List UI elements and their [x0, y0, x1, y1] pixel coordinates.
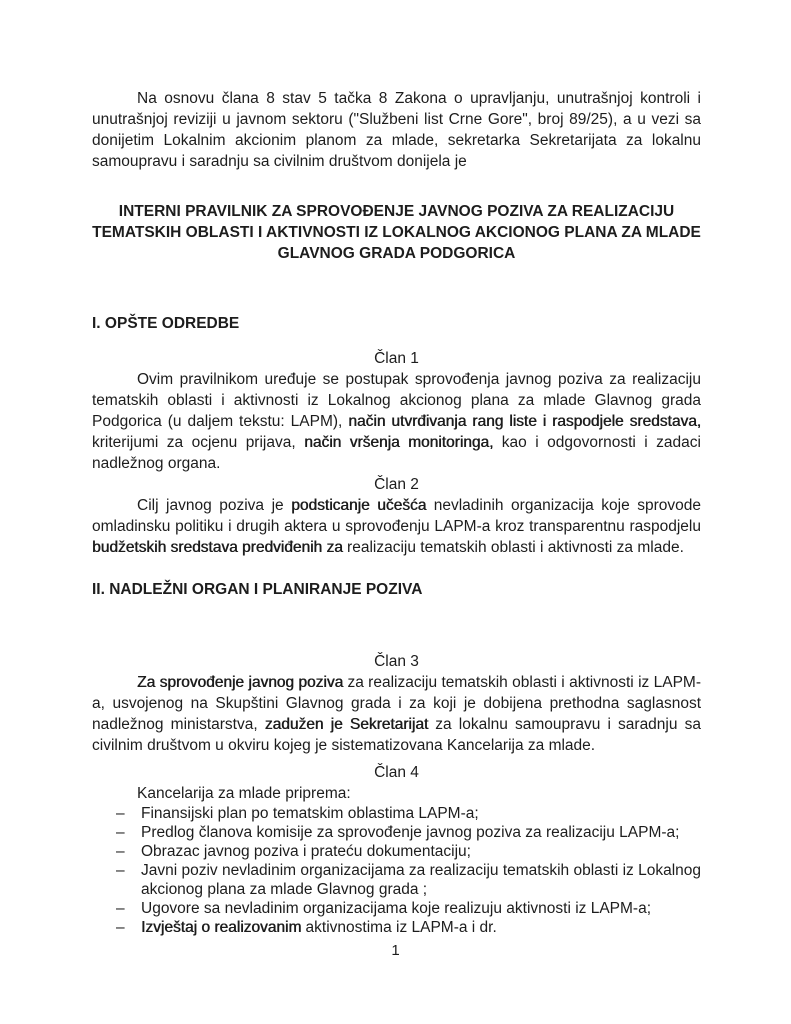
list-item-text — [141, 843, 471, 860]
paragraph — [92, 495, 701, 558]
text-run: Cilj javnog poziva je — [137, 497, 292, 515]
text-run: Predlog članova komisije za sprovođenje javnog poziva za realizaciju LAPM-a; — [141, 824, 680, 842]
text-run: Javni poziv nevladinim organizacijama za realizaciju tematskih oblasti iz Lokalnog akcionog plana za mlade Glavnog grada ; — [141, 862, 701, 899]
list-item — [92, 899, 701, 918]
section-heading: II. NADLEŽNI ORGAN I PLANIRANJE POZIVA — [92, 581, 423, 599]
text-run: Izvještaj o realizovanim — [141, 919, 306, 937]
dash-icon: – — [116, 862, 125, 880]
text-run: kriterijumi za ocjenu prijava, — [92, 434, 305, 452]
text-run: podsticanje učešća — [291, 497, 434, 515]
paragraph — [92, 88, 701, 172]
text-run: za realizaciju tematskih oblasti i aktivnosti iz LAPM-a, usvojenog na Skupštini Glavnog grada i za koji je dobijena prethodna saglasnost nadležnog ministarstva, — [92, 673, 701, 733]
blank-space — [92, 172, 701, 201]
section-heading: I. OPŠTE ODREDBE — [92, 314, 240, 332]
document-title: INTERNI PRAVILNIK ZA SPROVOĐENJE JAVNOG POZIVA ZA REALIZACIJU TEMATSKIH OBLASTI I AKTIVNOSTI IZ LOKALNOG AKCIONOG PLANA ZA MLADE GLAVNOG GRADA PODGORICA — [92, 203, 701, 263]
list-item-text — [141, 824, 679, 841]
dash-icon: – — [116, 843, 125, 861]
text-run: budžetskih sredstava predviđenih za — [92, 539, 348, 557]
list-item — [92, 823, 701, 842]
text-run: Na osnovu člana 8 stav 5 tačka 8 Zakona o upravljanju, unutrašnjoj kontroli i unutrašnjoj reviziji u javnom sektoru ("Službeni list Crne Gore", broj 89/25), a u vezi sa donijetim Lokalnim akcionim planom za mlade, sekretarka Sekretarijata za lokalnu samoupravu i saradnju sa civilnim društvom donijela je — [92, 90, 701, 170]
dash-icon: – — [116, 919, 125, 937]
blank-space — [92, 558, 701, 579]
text-run: aktivnostima iz LAPM-a i dr. — [305, 919, 497, 937]
text-run: za lokalnu samoupravu i saradnju sa civilnim društvom u okviru kojeg je sistematizovana Kancelarija za mlade. — [92, 715, 701, 754]
list-item — [92, 918, 701, 937]
article-label: Član 1 — [374, 350, 419, 368]
list-item — [92, 861, 701, 899]
article-label: Član 2 — [374, 476, 419, 494]
list-item-text — [141, 919, 497, 936]
list-item-text — [141, 900, 651, 917]
text-run: Kancelarija za mlade priprema: — [137, 785, 351, 803]
text-run: način vršenja monitoringa, — [304, 434, 502, 452]
document-content — [92, 88, 701, 937]
text-run: Finansijski plan po tematskim oblastima LAPM-a; — [141, 805, 479, 823]
list-item — [92, 842, 701, 861]
text-run: Za sprovođenje javnog poziva — [137, 673, 348, 691]
paragraph — [92, 369, 701, 474]
dash-list — [92, 804, 701, 937]
dash-icon: – — [116, 805, 125, 823]
dash-icon: – — [116, 900, 125, 918]
blank-space — [92, 334, 701, 349]
list-item-text — [141, 862, 701, 898]
list-item-text — [141, 805, 479, 822]
blank-space — [92, 600, 701, 650]
article-label: Član 3 — [374, 652, 419, 670]
text-run: zadužen je Sekretarijat — [264, 715, 436, 733]
text-run: Ugovore sa nevladinim organizacijama koje realizuju aktivnosti iz LAPM-a; — [141, 900, 652, 918]
text-run: kao i odgovornosti i zadaci nadležnog organa. — [92, 434, 701, 473]
dash-icon: – — [116, 824, 125, 842]
paragraph — [92, 783, 701, 804]
list-item — [92, 804, 701, 823]
page-number: 1 — [391, 942, 400, 959]
text-run: način utvrđivanja rang liste i raspodjele sredstava, — [348, 413, 701, 431]
paragraph — [92, 672, 701, 756]
article-label: Član 4 — [374, 764, 419, 782]
text-run: Ovim pravilnikom uređuje se postupak sprovođenja javnog poziva za realizaciju tematskih oblasti i aktivnosti iz Lokalnog akcionog plana za mlade Glavnog grada Podgorica (u daljem tekstu: LAPM), — [92, 371, 701, 431]
text-run: nevladinih organizacija koje sprovode omladinsku politiku i drugih aktera u sprovođenju LAPM-a kroz transparentnu raspodjelu — [92, 497, 702, 536]
blank-space — [92, 264, 701, 312]
text-run: realizaciju tematskih oblasti i aktivnosti za mlade. — [347, 539, 684, 557]
text-run: Obrazac javnog poziva i prateću dokumentaciju; — [141, 843, 471, 861]
